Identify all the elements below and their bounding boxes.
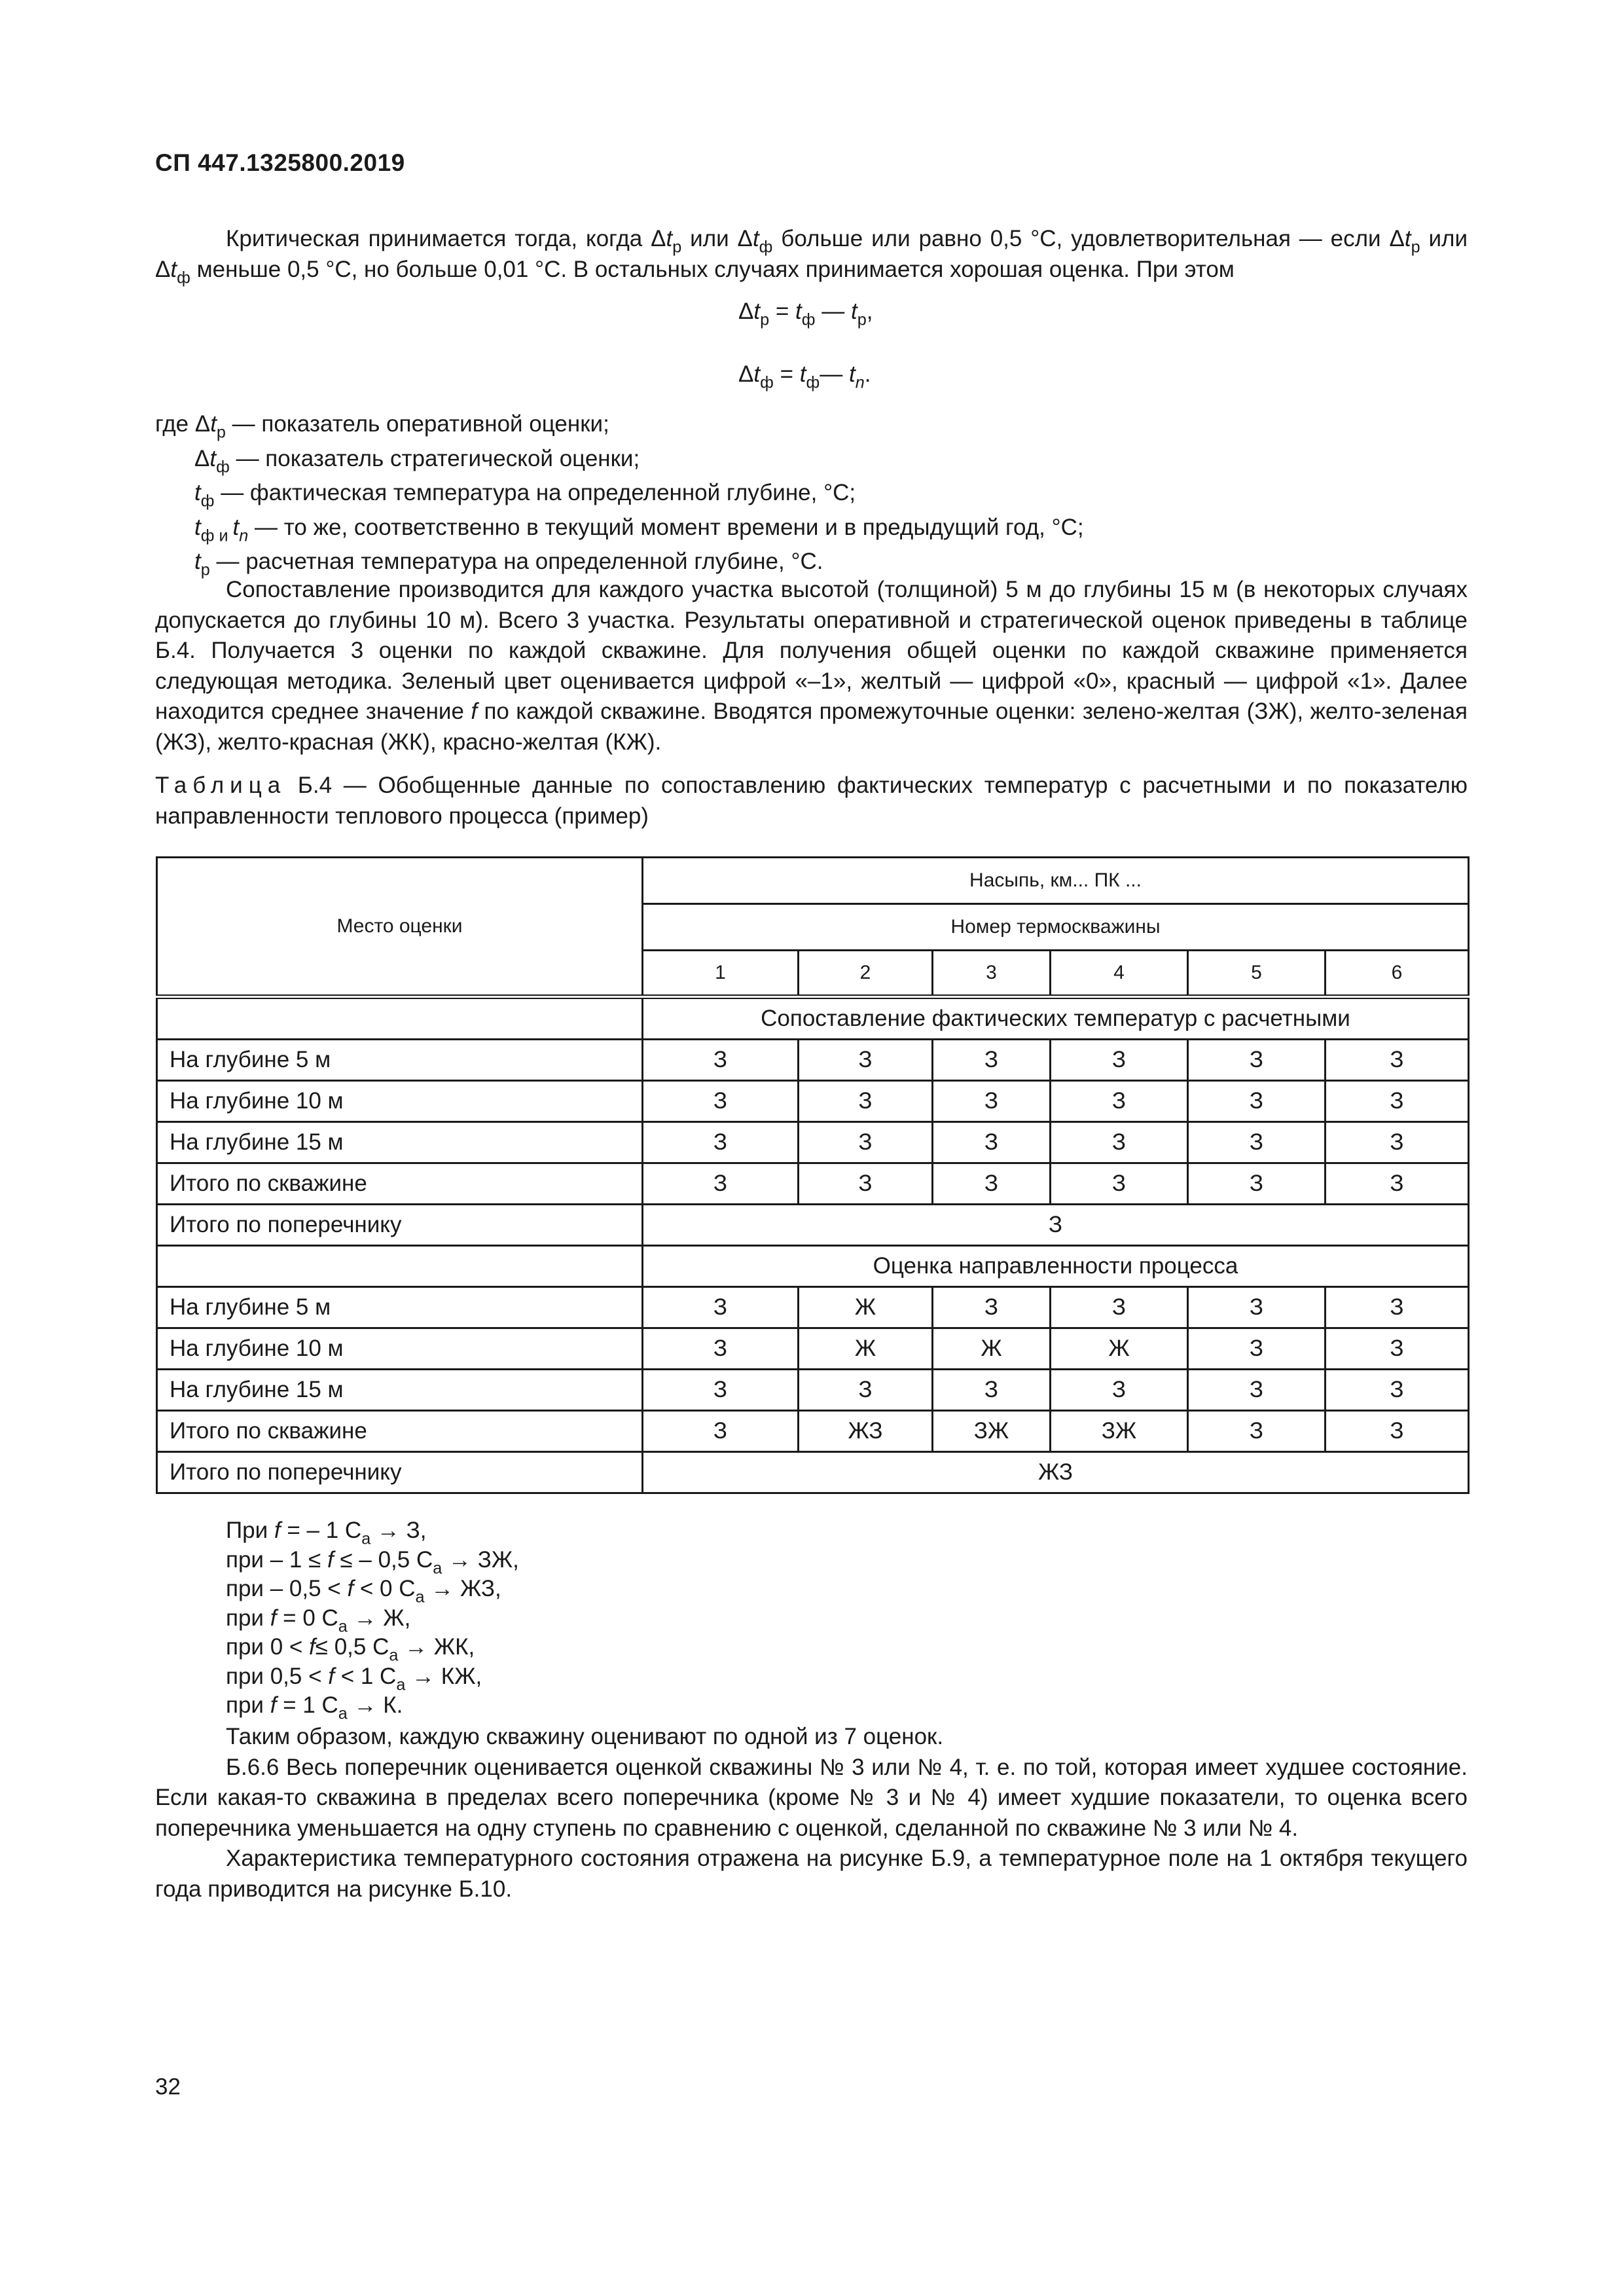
table-row-total	[157, 1205, 1469, 1246]
rule-line: при f = 0 $С_а \to Ж$,	[226, 1605, 411, 1636]
cell: З	[1051, 1081, 1188, 1122]
table-row	[157, 1081, 1469, 1122]
cell: З	[799, 1040, 933, 1081]
table-row	[157, 1370, 1469, 1411]
table-row	[157, 1328, 1469, 1370]
rule-line: при f = 1 $С_а \to К$.	[226, 1692, 403, 1723]
cell: З	[933, 1163, 1051, 1205]
table-caption: Таблица Б.4 — Обобщенные данные по сопоставлению фактических температур с расчетными и по показателю направленности теплового процесса (пример)	[155, 773, 1468, 829]
table-row	[157, 1411, 1469, 1452]
header-well: Номер термоскважины	[643, 904, 1469, 951]
header-place: Место оценки	[157, 858, 643, 997]
row-label: На глубине 10 м	[157, 1328, 643, 1370]
section1-title: Сопоставление фактических температур с расчетными	[643, 997, 1469, 1040]
row-label: На глубине 5 м	[157, 1040, 643, 1081]
cell: З	[1326, 1370, 1469, 1411]
table-row	[157, 1040, 1469, 1081]
row-label: Итого по скважине	[157, 1411, 643, 1452]
cell: З	[643, 1287, 799, 1328]
document-code: СП 447.1325800.2019	[155, 149, 405, 176]
legend-line: $t_р$ — расчетная температура на определенной глубине, °С.	[194, 549, 823, 579]
cell: З	[1326, 1081, 1469, 1122]
legend-line: $t_ф$ — фактическая температура на определенной глубине, °С;	[194, 480, 856, 511]
cell: З	[643, 1163, 799, 1205]
well-number: 4	[1051, 951, 1188, 997]
table-row-total	[157, 1452, 1469, 1493]
cell: З	[1188, 1411, 1326, 1452]
formula-1: $\Delta t_р = t_ф$ — $t_р$,	[738, 299, 873, 329]
cell: З	[643, 1328, 799, 1370]
cell: З	[933, 1287, 1051, 1328]
cell: З	[1051, 1122, 1188, 1163]
intro-paragraph: Критическая принимается тогда, когда $\Delta t_р$ или $\Delta t_ф$ больше или равно 0,5 °С, удовлетворительная — если $\Delta t_р$ или $\Delta t_ф$ меньше 0,5 °С, но больше 0,01 °С. В остальных случаях принимается хорошая оценка. При этом	[155, 226, 1468, 287]
cell: З	[1326, 1328, 1469, 1370]
results-table	[156, 856, 1470, 1494]
table-row	[157, 1287, 1469, 1328]
cell: Ж	[1051, 1328, 1188, 1370]
legend-line: где $\Delta t_р$ — показатель оперативной оценки;	[155, 411, 609, 442]
well-number: 5	[1188, 951, 1326, 997]
total-cell: ЖЗ	[643, 1452, 1469, 1493]
well-number: 1	[643, 951, 799, 997]
rule-line: при – 0,5 < f < 0 $С_а$ → ЖЗ,	[226, 1576, 501, 1607]
rule-line: при 0 < f≤ 0,5 $С_а$ → ЖК,	[226, 1634, 475, 1665]
cell: З	[799, 1081, 933, 1122]
cell: З	[1188, 1081, 1326, 1122]
cell: З	[1051, 1287, 1188, 1328]
cell: З	[1051, 1040, 1188, 1081]
closing-paragraph: Б.6.6 Весь поперечник оценивается оценкой скважины № 3 или № 4, т. е. по той, которая имеет худшее состояние. Если какая-то скважина в пределах всего поперечника (кроме № 3 и № 4) имеет худшие показатели, то оценка всего поперечника уменьшается на одну ступень по сравнению с оценкой, сделанной по скважине № 3 или № 4.	[155, 1754, 1468, 1841]
well-number: 2	[799, 951, 933, 997]
closing-paragraph: Характеристика температурного состояния отражена на рисунке Б.9, а температурное поле на 1 октября текущего года приводится на рисунке Б.10.	[155, 1846, 1468, 1902]
legend-line: $t_ф$ $_и$ $t_n$ — то же, соответственно в текущий момент времени и в предыдущий год, °С;	[194, 514, 1084, 545]
section2-title: Оценка направленности процесса	[643, 1246, 1469, 1287]
cell: З	[1188, 1370, 1326, 1411]
row-label: Итого по поперечнику	[157, 1205, 643, 1246]
cell: З	[1326, 1040, 1469, 1081]
row-label: Итого по поперечнику	[157, 1452, 643, 1493]
row-label: На глубине 15 м	[157, 1122, 643, 1163]
table-row	[157, 1122, 1469, 1163]
cell: З	[1188, 1040, 1326, 1081]
cell: З	[799, 1122, 933, 1163]
cell: З	[1188, 1287, 1326, 1328]
row-label: Итого по скважине	[157, 1163, 643, 1205]
cell: Ж	[799, 1287, 933, 1328]
cell: З	[1188, 1122, 1326, 1163]
well-number: 6	[1326, 951, 1469, 997]
cell: З	[643, 1411, 799, 1452]
cell: З	[933, 1081, 1051, 1122]
well-number: 3	[933, 951, 1051, 997]
cell: З	[1326, 1411, 1469, 1452]
page-number: 32	[155, 2074, 181, 2100]
cell: З	[799, 1370, 933, 1411]
cell: З	[643, 1370, 799, 1411]
row-label: На глубине 10 м	[157, 1081, 643, 1122]
row-label: На глубине 5 м	[157, 1287, 643, 1328]
rule-line: при – 1 ≤ f ≤ – 0,5 $С_а$ → ЗЖ,	[226, 1546, 519, 1578]
total-cell: З	[643, 1205, 1469, 1246]
cell: З	[799, 1163, 933, 1205]
cell: З	[1326, 1163, 1469, 1205]
cell: З	[933, 1122, 1051, 1163]
cell: З	[1188, 1163, 1326, 1205]
cell: Ж	[799, 1328, 933, 1370]
row-label: На глубине 15 м	[157, 1370, 643, 1411]
cell: ЗЖ	[933, 1411, 1051, 1452]
cell: ЗЖ	[1051, 1411, 1188, 1452]
cell: З	[1326, 1122, 1469, 1163]
closing-text	[155, 1722, 1468, 1904]
rule-line: При f = – 1 $С_а \to З$,	[226, 1518, 427, 1548]
formula-2: $\Delta t_ф$ = $t_ф—$ $t_n$.	[738, 361, 871, 392]
rating-rules	[226, 1516, 519, 1721]
cell: З	[643, 1122, 799, 1163]
cell: З	[1051, 1370, 1188, 1411]
cell: З	[933, 1040, 1051, 1081]
table-row	[157, 1163, 1469, 1205]
method-paragraph: Сопоставление производится для каждого участка высотой (толщиной) 5 м до глубины 15 м (в некоторых случаях допускается до глубины 10 м). Всего 3 участка. Результаты оперативной и стратегической оценок приведены в таблице Б.4. Получается 3 оценки по каждой скважине. Для получения общей оценки по каждой скважине применяется следующая методика. Зеленый цвет оценивается цифрой «–1», желтый — цифрой «0», красный — цифрой «1». Далее находится среднее значение f по каждой скважине. Вводятся промежуточные оценки: зелено-желтая (ЗЖ), желто-зеленая (ЖЗ), желто-красная (ЖК), красно-желтая (КЖ).	[155, 577, 1468, 755]
formula-legend	[155, 407, 1468, 579]
cell: З	[643, 1081, 799, 1122]
cell: З	[1188, 1328, 1326, 1370]
cell: З	[1051, 1163, 1188, 1205]
header-embankment: Насыпь, км... ПК ...	[643, 858, 1469, 904]
cell: З	[1326, 1287, 1469, 1328]
cell: ЖЗ	[799, 1411, 933, 1452]
cell: З	[933, 1370, 1051, 1411]
legend-line: $\Delta t_ф$ — показатель стратегической оценки;	[194, 445, 640, 477]
rule-line: при 0,5 < f < 1 $С_а$ → КЖ,	[226, 1663, 482, 1694]
cell: З	[643, 1040, 799, 1081]
cell: Ж	[933, 1328, 1051, 1370]
section-header-row	[157, 997, 1469, 1040]
section-header-row	[157, 1246, 1469, 1287]
closing-paragraph: Таким образом, каждую скважину оценивают по одной из 7 оценок.	[226, 1724, 944, 1749]
